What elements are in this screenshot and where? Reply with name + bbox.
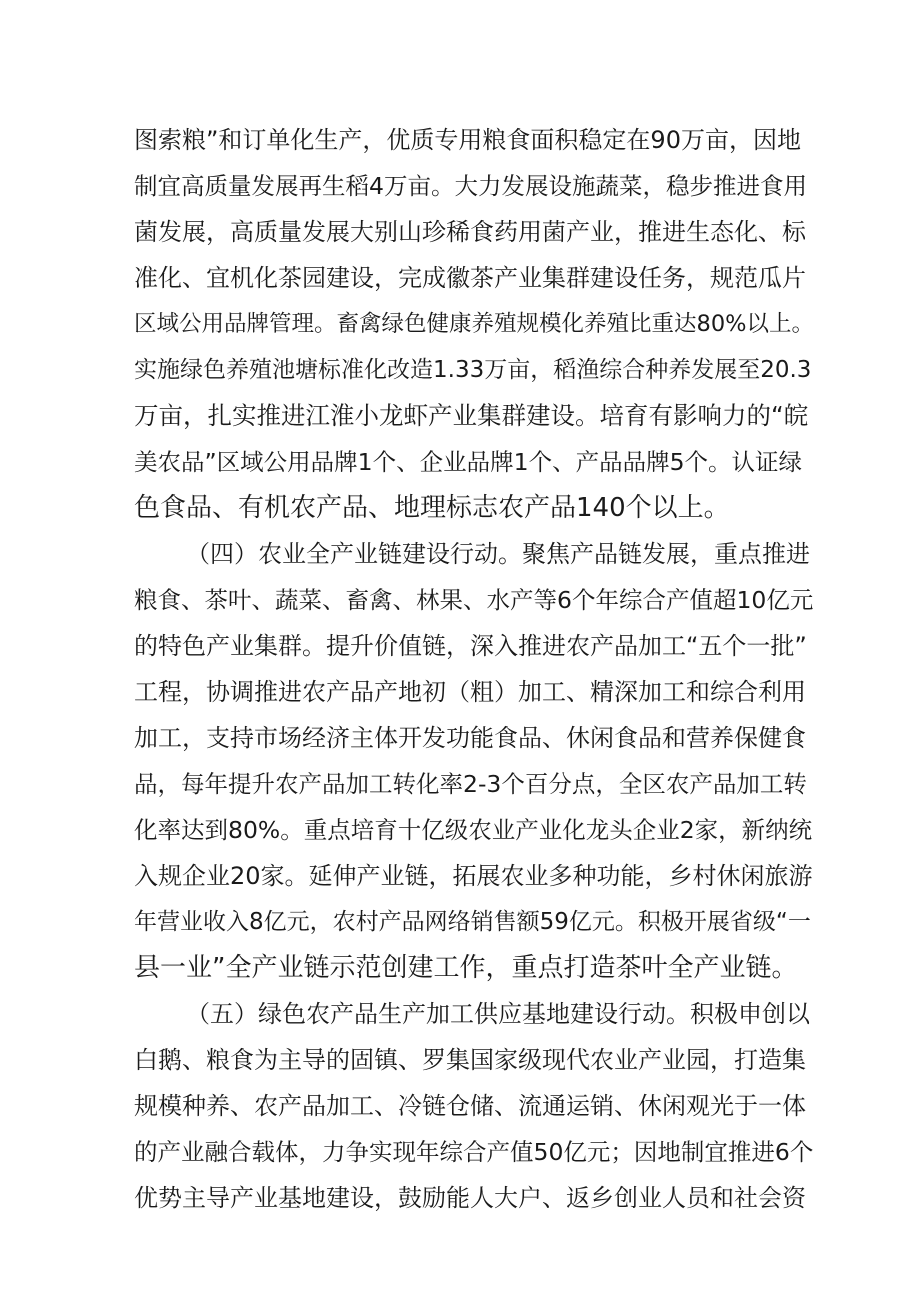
text-line: 规模种养、农产品加工、冷链仓储、流通运销、休闲观光于一体 (134, 1092, 806, 1120)
text-line: 优势主导产业基地建设，鼓励能人大户、返乡创业人员和社会资 (134, 1184, 806, 1212)
text-line: （五）绿色农产品生产加工供应基地建设行动。积极申创以 (186, 1000, 810, 1028)
text-line: 的产业融合载体，力争实现年综合产值50亿元；因地制宜推进6个 (134, 1138, 814, 1166)
text-line: 白鹅、粮食为主导的固镇、罗集国家级现代农业产业园，打造集 (134, 1046, 806, 1074)
text-line: 粮食、茶叶、蔬菜、畜禽、林果、水产等6个年综合产值超10亿元 (134, 586, 814, 614)
text-line: 菌发展，高质量发展大别山珍稀食药用菌产业，推进生态化、标 (134, 218, 806, 246)
text-line: 品，每年提升农产品加工转化率2-3个百分点，全区农产品加工转 (134, 770, 807, 798)
text-line: （四）农业全产业链建设行动。聚焦产品链发展，重点推进 (186, 540, 810, 568)
text-line: 制宜高质量发展再生稻4万亩。大力发展设施蔬菜，稳步推进食用 (134, 172, 807, 200)
text-line: 万亩，扎实推进江淮小龙虾产业集群建设。培育有影响力的“皖 (134, 401, 809, 430)
text-line: 县一业”全产业链示范创建工作，重点打造茶叶全产业链。 (134, 953, 798, 983)
text-line: 准化、宜机化茶园建设，完成徽茶产业集群建设任务，规范瓜片 (134, 264, 806, 292)
text-line: 实施绿色养殖池塘标准化改造1.33万亩，稻渔综合种养发展至20.3 (134, 357, 812, 383)
text-line: 区域公用品牌管理。畜禽绿色健康养殖规模化养殖比重达80%以上。 (134, 311, 814, 337)
text-line: 年营业收入8亿元，农村产品网络销售额59亿元。积极开展省级“一 (134, 909, 811, 935)
text-line: 加工，支持市场经济主体开发功能食品、休闲食品和营养保健食 (134, 724, 806, 752)
text-line: 工程，协调推进农产品产地初（粗）加工、精深加工和综合利用 (134, 678, 806, 706)
text-line: 的特色产业集群。提升价值链，深入推进农产品加工“五个一批” (134, 632, 807, 660)
text-line: 美农品”区域公用品牌1个、企业品牌1个、产品品牌5个。认证绿 (134, 448, 803, 476)
text-line: 图索粮”和订单化生产，优质专用粮食面积稳定在90万亩，因地 (134, 126, 801, 154)
text-line: 入规企业20家。延伸产业链，拓展农业多种功能，乡村休闲旅游 (134, 862, 813, 890)
text-line: 化率达到80%。重点培育十亿级农业产业化龙头企业2家，新纳统 (134, 816, 813, 844)
text-line: 色食品、有机农产品、地理标志农产品140个以上。 (134, 493, 730, 523)
